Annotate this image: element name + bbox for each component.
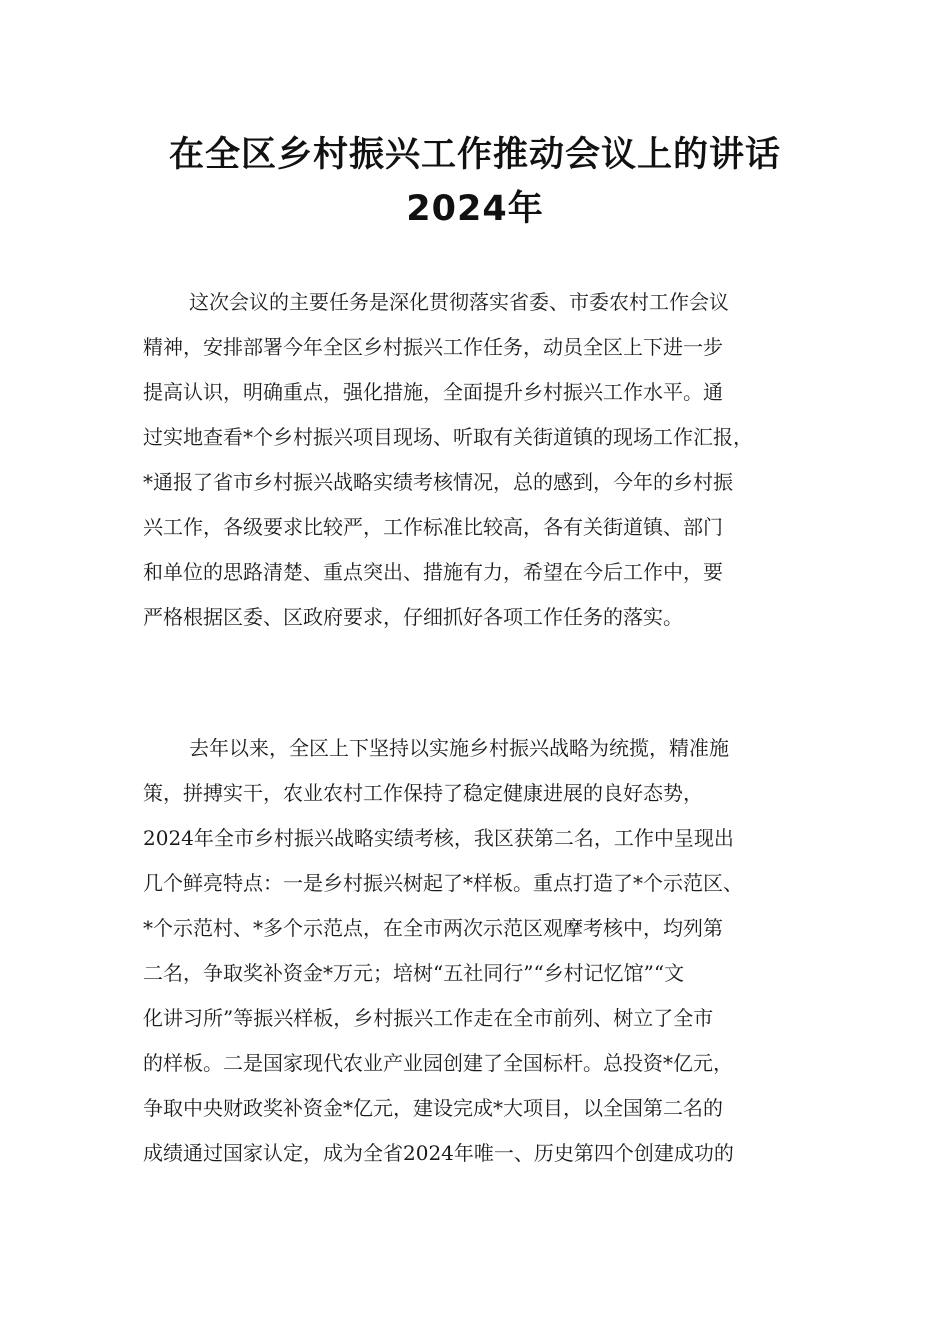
paragraph-line: 和单位的思路清楚、重点突出、措施有力，希望在今后工作中，要 <box>143 560 723 584</box>
paragraph-line: 兴工作，各级要求比较严，工作标准比较高，各有关街道镇、部门 <box>143 515 723 539</box>
paragraph-line: 的样板。二是国家现代农业产业园创建了全国标杆。总投资*亿元， <box>143 1051 733 1075</box>
paragraph-line: 去年以来，全区上下坚持以实施乡村振兴战略为统揽，精准施 <box>189 736 729 760</box>
paragraph-line: 提高认识，明确重点，强化措施，全面提升乡村振兴工作水平。通 <box>143 380 723 404</box>
paragraph-line: 严格根据区委、区政府要求，仔细抓好各项工作任务的落实。 <box>143 605 683 629</box>
paragraph-line: 二名，争取奖补资金*万元；培树“五社同行”“乡村记忆馆”“文 <box>143 961 685 985</box>
paragraph-line: 过实地查看*个乡村振兴项目现场、听取有关街道镇的现场工作汇报， <box>143 425 753 449</box>
paragraph-line: 成绩通过国家认定，成为全省2024年唯一、历史第四个创建成功的 <box>143 1141 734 1165</box>
paragraph-1 <box>143 280 823 640</box>
paragraph-line: 这次会议的主要任务是深化贯彻落实省委、市委农村工作会议 <box>189 290 729 314</box>
title-line-2: 2024年 <box>406 189 544 229</box>
paragraph-line: 几个鲜亮特点：一是乡村振兴树起了*样板。重点打造了*个示范区、 <box>143 871 743 895</box>
paragraph-line: 争取中央财政奖补资金*亿元，建设完成*大项目，以全国第二名的 <box>143 1096 723 1120</box>
title-line-1: 在全区乡村振兴工作推动会议上的讲话 <box>168 135 781 175</box>
document-title <box>0 128 950 236</box>
paragraph-line: *个示范村、*多个示范点，在全市两次示范区观摩考核中，均列第 <box>143 916 723 940</box>
paragraph-line: 化讲习所”等振兴样板，乡村振兴工作走在全市前列、树立了全市 <box>143 1006 714 1030</box>
paragraph-2 <box>143 726 823 1176</box>
paragraph-line: 策，拼搏实干，农业农村工作保持了稳定健康进展的良好态势， <box>143 781 703 805</box>
paragraph-line: 精神，安排部署今年全区乡村振兴工作任务，动员全区上下进一步 <box>143 335 723 359</box>
paragraph-line: 2024年全市乡村振兴战略实绩考核，我区获第二名，工作中呈现出 <box>143 826 734 850</box>
paragraph-line: *通报了省市乡村振兴战略实绩考核情况，总的感到，今年的乡村振 <box>143 470 733 494</box>
